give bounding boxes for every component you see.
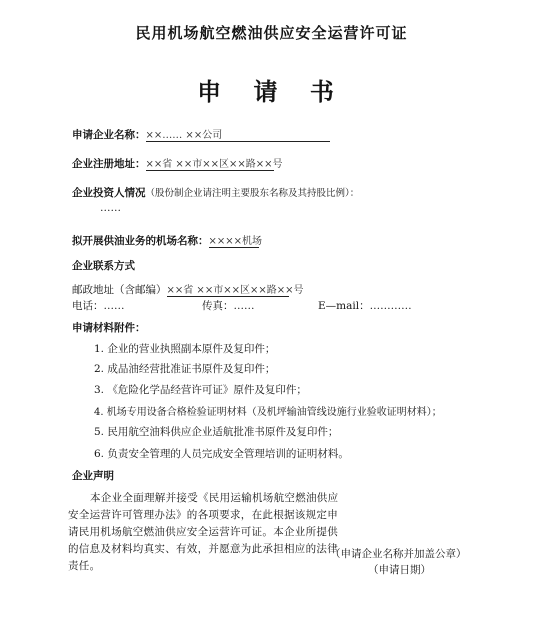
investor-row (72, 181, 359, 200)
phone-field: 电话：…… (72, 300, 125, 312)
attachment-item: 2. 成品油经营批准证书原件及复印件； (94, 363, 276, 375)
attachments-heading: 申请材料附件： (72, 322, 146, 334)
investor-label: 企业投资人情况 (72, 187, 146, 199)
declaration-text: 本企业全面理解并接受《民用运输机场航空燃油供应安全运营许可管理办法》的各项要求，在此根据该规定申请民用机场航空燃油供应安全运营许可证。本企业所提供的信息及材料均真实、有效，并愿意为此承担相应的法律责任。 (68, 492, 339, 572)
email-field: E—mail：………… (318, 300, 412, 312)
postal-value: ××省 ××市××区××路××号 (167, 281, 289, 297)
postal-label: 邮政地址（含邮编） (72, 284, 167, 296)
attachment-item: 6. 负责安全管理的人员完成安全管理培训的证明材料。 (94, 448, 349, 460)
investor-value: …… (100, 202, 121, 214)
document-title: 民用机场航空燃油供应安全运营许可证 (135, 24, 408, 42)
investor-note: （股份制企业请注明主要股东名称及其持股比例）： (145, 188, 360, 199)
attachment-item: 1. 企业的营业执照副本原件及复印件； (94, 343, 276, 355)
attachment-item: 5. 民用航空油料供应企业适航批准书原件及复印件； (94, 426, 339, 438)
airport-row (72, 229, 263, 248)
reg-address-row (72, 152, 283, 171)
document-subtitle: 申 请 书 (197, 78, 346, 106)
reg-address-label: 企业注册地址： (72, 158, 146, 170)
company-name-label: 申请企业名称： (72, 129, 146, 141)
reg-address-value: ××省 ××市××区××路××号 (146, 155, 274, 171)
attachment-item: 4. 机场专用设备合格检验证明材料（及机坪输油管线设施行业验收证明材料）； (94, 407, 442, 418)
sign-note: （申请企业名称并加盖公章） (330, 548, 467, 560)
attachment-item: 3. 《危险化学品经营许可证》原件及复印件； (94, 384, 307, 396)
date-note: （申请日期） (368, 564, 431, 576)
airport-value: ××××机场 (209, 232, 259, 248)
contact-heading: 企业联系方式 (72, 260, 135, 272)
airport-label: 拟开展供油业务的机场名称： (72, 235, 209, 247)
company-name-value: ××…… ××公司 (146, 126, 330, 142)
company-name-row (72, 123, 330, 142)
fax-field: 传真：…… (202, 300, 255, 312)
declaration-heading: 企业声明 (72, 470, 114, 482)
postal-row (72, 278, 304, 297)
